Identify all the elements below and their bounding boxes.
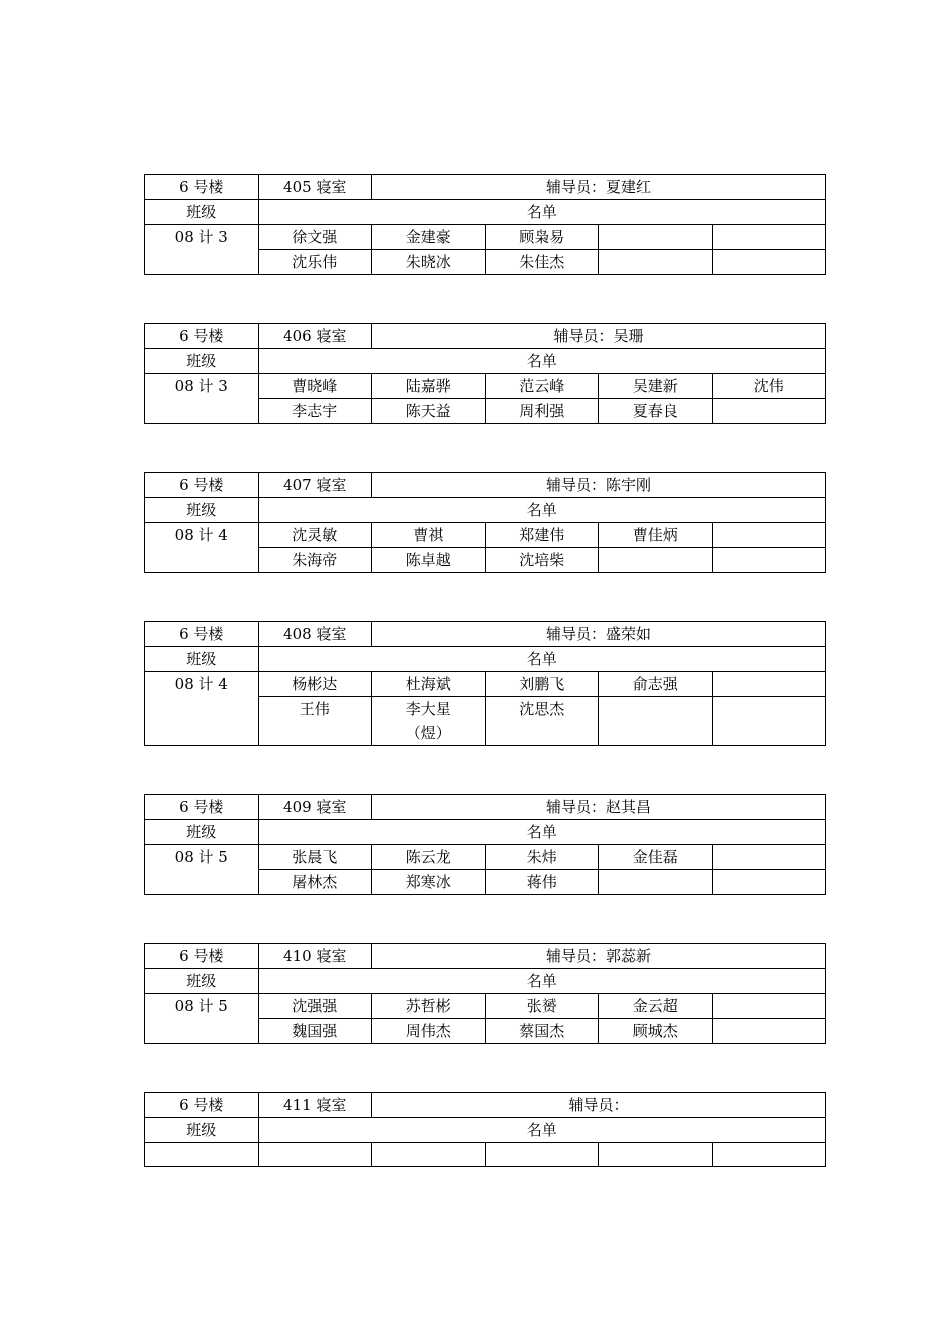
member-name-cell: 李志宇 [258,399,372,424]
label-row [145,200,826,225]
class-cell: 08 计 3 [145,374,259,424]
list-label: 名单 [258,647,826,672]
member-name-cell: 蒋伟 [485,870,599,895]
member-name-cell [712,672,826,697]
building-cell: 6 号楼 [145,1093,259,1118]
member-name-cell: 曹晓峰 [258,374,372,399]
header-row [145,622,826,647]
dorm-table [144,943,826,1044]
member-row [145,374,826,399]
member-name-cell: 沈乐伟 [258,250,372,275]
member-name-cell: 顾城杰 [599,1019,713,1044]
building-cell: 6 号楼 [145,622,259,647]
member-row [145,1143,826,1167]
header-row [145,324,826,349]
member-name-cell: 李大星 （煜） [372,697,486,746]
dorm-table [144,323,826,424]
member-name-cell: 陈卓越 [372,548,486,573]
class-cell: 08 计 3 [145,225,259,275]
class-cell: 08 计 4 [145,523,259,573]
building-cell: 6 号楼 [145,795,259,820]
member-name-cell: 陈云龙 [372,845,486,870]
member-name-cell [712,994,826,1019]
member-name-cell: 曹佳炳 [599,523,713,548]
member-name-cell [599,697,713,746]
member-name-cell: 沈培柴 [485,548,599,573]
counselor-cell: 辅导员：陈宇刚 [372,473,826,498]
label-row [145,647,826,672]
dorm-table [144,174,826,275]
header-row [145,1093,826,1118]
member-name-cell [599,250,713,275]
list-label: 名单 [258,969,826,994]
member-row [145,672,826,697]
room-cell: 409 寝室 [258,795,372,820]
room-cell: 407 寝室 [258,473,372,498]
label-row [145,1118,826,1143]
dorm-table [144,794,826,895]
room-cell: 408 寝室 [258,622,372,647]
counselor-cell: 辅导员：吴珊 [372,324,826,349]
list-label: 名单 [258,820,826,845]
member-name-cell: 杜海斌 [372,672,486,697]
member-name-cell [712,523,826,548]
member-name-cell: 朱晓冰 [372,250,486,275]
counselor-cell: 辅导员：夏建红 [372,175,826,200]
member-name-cell: 郑寒冰 [372,870,486,895]
member-name-cell [599,1143,713,1167]
header-row [145,473,826,498]
label-row [145,498,826,523]
header-row [145,175,826,200]
member-name-cell: 沈强强 [258,994,372,1019]
member-name-cell: 刘鹏飞 [485,672,599,697]
member-name-cell [712,250,826,275]
counselor-cell: 辅导员：盛荣如 [372,622,826,647]
member-name-cell: 金佳磊 [599,845,713,870]
member-name-cell: 蔡国杰 [485,1019,599,1044]
list-label: 名单 [258,1118,826,1143]
room-cell: 411 寝室 [258,1093,372,1118]
member-name-cell [485,1143,599,1167]
class-cell: 08 计 4 [145,672,259,746]
building-cell: 6 号楼 [145,944,259,969]
member-row [145,523,826,548]
dorm-table [144,621,826,746]
member-name-cell: 沈伟 [712,374,826,399]
class-label: 班级 [145,820,259,845]
member-row [145,845,826,870]
member-name-cell [599,225,713,250]
member-name-cell: 夏春良 [599,399,713,424]
member-name-cell [372,1143,486,1167]
building-cell: 6 号楼 [145,175,259,200]
class-cell [145,1143,259,1167]
label-row [145,969,826,994]
counselor-cell: 辅导员：赵其昌 [372,795,826,820]
member-name-cell [599,870,713,895]
member-name-cell: 周伟杰 [372,1019,486,1044]
class-label: 班级 [145,200,259,225]
member-name-cell: 王伟 [258,697,372,746]
member-name-cell [258,1143,372,1167]
member-name-cell: 顾枭易 [485,225,599,250]
member-name-cell: 杨彬达 [258,672,372,697]
class-label: 班级 [145,647,259,672]
label-row [145,349,826,374]
header-row [145,944,826,969]
list-label: 名单 [258,349,826,374]
member-name-cell [712,225,826,250]
list-label: 名单 [258,498,826,523]
member-name-cell: 吴建新 [599,374,713,399]
member-name-cell: 徐文强 [258,225,372,250]
member-name-cell: 朱炜 [485,845,599,870]
member-name-cell: 周利强 [485,399,599,424]
dorm-table [144,1092,826,1167]
counselor-cell: 辅导员： [372,1093,826,1118]
member-name-cell [712,1019,826,1044]
class-label: 班级 [145,498,259,523]
member-name-cell: 张赟 [485,994,599,1019]
member-name-cell [712,845,826,870]
member-name-cell: 苏哲彬 [372,994,486,1019]
member-name-cell: 沈思杰 [485,697,599,746]
room-cell: 410 寝室 [258,944,372,969]
list-label: 名单 [258,200,826,225]
member-name-cell: 郑建伟 [485,523,599,548]
member-row [145,994,826,1019]
header-row [145,795,826,820]
room-cell: 406 寝室 [258,324,372,349]
member-name-cell: 朱海帝 [258,548,372,573]
class-cell: 08 计 5 [145,845,259,895]
member-row [145,225,826,250]
member-name-cell: 魏国强 [258,1019,372,1044]
class-cell: 08 计 5 [145,994,259,1044]
class-label: 班级 [145,349,259,374]
member-name-cell [712,870,826,895]
member-name-cell: 金云超 [599,994,713,1019]
class-label: 班级 [145,969,259,994]
label-row [145,820,826,845]
member-name-cell: 范云峰 [485,374,599,399]
member-name-cell [599,548,713,573]
member-name-cell [712,697,826,746]
member-name-cell: 陆嘉骅 [372,374,486,399]
class-label: 班级 [145,1118,259,1143]
member-name-cell: 曹祺 [372,523,486,548]
member-name-cell: 俞志强 [599,672,713,697]
member-name-cell [712,1143,826,1167]
dorm-table [144,472,826,573]
room-cell: 405 寝室 [258,175,372,200]
member-name-cell: 屠林杰 [258,870,372,895]
member-name-cell: 沈灵敏 [258,523,372,548]
member-name-cell: 张晨飞 [258,845,372,870]
member-name-cell: 朱佳杰 [485,250,599,275]
member-name-cell [712,548,826,573]
building-cell: 6 号楼 [145,324,259,349]
member-name-cell: 金建豪 [372,225,486,250]
counselor-cell: 辅导员：郭蕊新 [372,944,826,969]
member-name-cell: 陈天益 [372,399,486,424]
dorm-roster-document [144,174,825,1215]
building-cell: 6 号楼 [145,473,259,498]
member-name-cell [712,399,826,424]
